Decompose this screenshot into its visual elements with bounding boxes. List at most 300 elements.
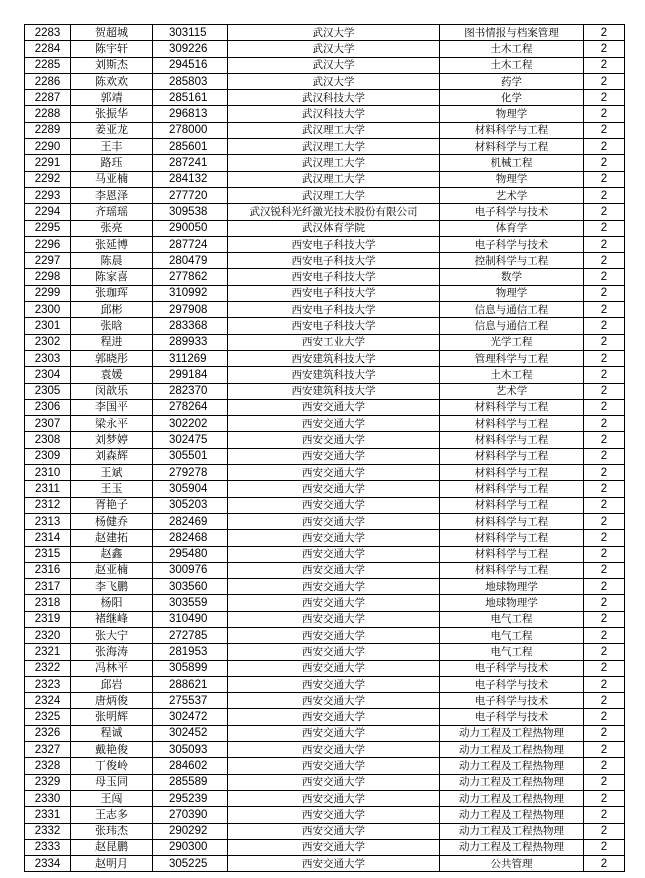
count-cell: 2 xyxy=(584,530,625,546)
serial-number-cell: 2324 xyxy=(25,693,71,709)
serial-number-cell: 2297 xyxy=(25,253,71,269)
table-row xyxy=(25,823,625,839)
table-row xyxy=(25,220,625,236)
discipline-cell: 地球物理学 xyxy=(440,579,584,595)
discipline-cell: 艺术学 xyxy=(440,187,584,203)
name-cell: 刘斯杰 xyxy=(71,57,153,73)
serial-number-cell: 2323 xyxy=(25,676,71,692)
id-number-cell: 284132 xyxy=(153,171,228,187)
serial-number-cell: 2305 xyxy=(25,383,71,399)
institution-cell: 西安电子科技大学 xyxy=(228,285,440,301)
id-number-cell: 294516 xyxy=(153,57,228,73)
table-row xyxy=(25,350,625,366)
institution-cell: 西安交通大学 xyxy=(228,660,440,676)
id-number-cell: 300976 xyxy=(153,562,228,578)
serial-number-cell: 2301 xyxy=(25,318,71,334)
discipline-cell: 土木工程 xyxy=(440,57,584,73)
serial-number-cell: 2331 xyxy=(25,807,71,823)
name-cell: 李飞鹏 xyxy=(71,579,153,595)
name-cell: 张大宁 xyxy=(71,627,153,643)
discipline-cell: 材料科学与工程 xyxy=(440,530,584,546)
table-row xyxy=(25,383,625,399)
table-row xyxy=(25,725,625,741)
institution-cell: 西安交通大学 xyxy=(228,790,440,806)
discipline-cell: 土木工程 xyxy=(440,41,584,57)
serial-number-cell: 2314 xyxy=(25,530,71,546)
name-cell: 赵明月 xyxy=(71,856,153,872)
name-cell: 褚继峰 xyxy=(71,611,153,627)
serial-number-cell: 2292 xyxy=(25,171,71,187)
discipline-cell: 动力工程及工程热物理 xyxy=(440,758,584,774)
name-cell: 赵昆鹏 xyxy=(71,839,153,855)
id-number-cell: 279278 xyxy=(153,465,228,481)
id-number-cell: 285161 xyxy=(153,90,228,106)
name-cell: 张亮 xyxy=(71,220,153,236)
discipline-cell: 材料科学与工程 xyxy=(440,497,584,513)
table-row xyxy=(25,774,625,790)
table-row xyxy=(25,579,625,595)
id-number-cell: 287241 xyxy=(153,155,228,171)
serial-number-cell: 2290 xyxy=(25,139,71,155)
table-row xyxy=(25,481,625,497)
table-row xyxy=(25,676,625,692)
serial-number-cell: 2304 xyxy=(25,367,71,383)
name-cell: 郭晓彤 xyxy=(71,350,153,366)
serial-number-cell: 2285 xyxy=(25,57,71,73)
institution-cell: 武汉大学 xyxy=(228,25,440,41)
name-cell: 张振华 xyxy=(71,106,153,122)
table-row xyxy=(25,155,625,171)
id-number-cell: 280479 xyxy=(153,253,228,269)
serial-number-cell: 2300 xyxy=(25,302,71,318)
institution-cell: 西安交通大学 xyxy=(228,448,440,464)
institution-cell: 西安电子科技大学 xyxy=(228,236,440,252)
count-cell: 2 xyxy=(584,25,625,41)
count-cell: 2 xyxy=(584,106,625,122)
table-row xyxy=(25,416,625,432)
table-row xyxy=(25,204,625,220)
name-cell: 张延博 xyxy=(71,236,153,252)
count-cell: 2 xyxy=(584,285,625,301)
discipline-cell: 电子科学与技术 xyxy=(440,709,584,725)
name-cell: 陈家喜 xyxy=(71,269,153,285)
count-cell: 2 xyxy=(584,546,625,562)
serial-number-cell: 2307 xyxy=(25,416,71,432)
institution-cell: 武汉理工大学 xyxy=(228,155,440,171)
count-cell: 2 xyxy=(584,171,625,187)
id-number-cell: 299184 xyxy=(153,367,228,383)
name-cell: 唐炳俊 xyxy=(71,693,153,709)
institution-cell: 武汉大学 xyxy=(228,73,440,89)
count-cell: 2 xyxy=(584,204,625,220)
table-row xyxy=(25,334,625,350)
name-cell: 邱岩 xyxy=(71,676,153,692)
serial-number-cell: 2328 xyxy=(25,758,71,774)
name-cell: 赵亚楠 xyxy=(71,562,153,578)
table-row xyxy=(25,41,625,57)
serial-number-cell: 2321 xyxy=(25,644,71,660)
table-row xyxy=(25,187,625,203)
name-cell: 程诚 xyxy=(71,725,153,741)
id-number-cell: 302202 xyxy=(153,416,228,432)
serial-number-cell: 2334 xyxy=(25,856,71,872)
id-number-cell: 283368 xyxy=(153,318,228,334)
serial-number-cell: 2322 xyxy=(25,660,71,676)
institution-cell: 西安交通大学 xyxy=(228,416,440,432)
serial-number-cell: 2284 xyxy=(25,41,71,57)
count-cell: 2 xyxy=(584,57,625,73)
count-cell: 2 xyxy=(584,839,625,855)
name-cell: 王丰 xyxy=(71,139,153,155)
id-number-cell: 272785 xyxy=(153,627,228,643)
count-cell: 2 xyxy=(584,269,625,285)
discipline-cell: 材料科学与工程 xyxy=(440,416,584,432)
institution-cell: 西安交通大学 xyxy=(228,399,440,415)
institution-cell: 西安交通大学 xyxy=(228,513,440,529)
discipline-cell: 控制科学与工程 xyxy=(440,253,584,269)
id-number-cell: 305501 xyxy=(153,448,228,464)
count-cell: 2 xyxy=(584,807,625,823)
name-cell: 陈宇轩 xyxy=(71,41,153,57)
table-row xyxy=(25,73,625,89)
institution-cell: 西安交通大学 xyxy=(228,546,440,562)
discipline-cell: 电子科学与技术 xyxy=(440,676,584,692)
discipline-cell: 动力工程及工程热物理 xyxy=(440,790,584,806)
serial-number-cell: 2286 xyxy=(25,73,71,89)
institution-cell: 西安交通大学 xyxy=(228,530,440,546)
id-number-cell: 278264 xyxy=(153,399,228,415)
serial-number-cell: 2320 xyxy=(25,627,71,643)
table-row xyxy=(25,530,625,546)
discipline-cell: 物理学 xyxy=(440,106,584,122)
discipline-cell: 信息与通信工程 xyxy=(440,318,584,334)
count-cell: 2 xyxy=(584,481,625,497)
id-number-cell: 311269 xyxy=(153,350,228,366)
institution-cell: 武汉大学 xyxy=(228,41,440,57)
institution-cell: 西安电子科技大学 xyxy=(228,269,440,285)
id-number-cell: 277720 xyxy=(153,187,228,203)
name-cell: 杨健乔 xyxy=(71,513,153,529)
discipline-cell: 动力工程及工程热物理 xyxy=(440,839,584,855)
name-cell: 母玉同 xyxy=(71,774,153,790)
institution-cell: 西安交通大学 xyxy=(228,644,440,660)
name-cell: 刘森辉 xyxy=(71,448,153,464)
id-number-cell: 305203 xyxy=(153,497,228,513)
table-row xyxy=(25,660,625,676)
institution-cell: 武汉科技大学 xyxy=(228,106,440,122)
id-number-cell: 310490 xyxy=(153,611,228,627)
serial-number-cell: 2296 xyxy=(25,236,71,252)
table-row xyxy=(25,627,625,643)
id-number-cell: 285601 xyxy=(153,139,228,155)
discipline-cell: 信息与通信工程 xyxy=(440,302,584,318)
count-cell: 2 xyxy=(584,693,625,709)
count-cell: 2 xyxy=(584,513,625,529)
institution-cell: 武汉科技大学 xyxy=(228,90,440,106)
serial-number-cell: 2327 xyxy=(25,742,71,758)
discipline-cell: 电子科学与技术 xyxy=(440,693,584,709)
table-row xyxy=(25,562,625,578)
count-cell: 2 xyxy=(584,790,625,806)
id-number-cell: 282370 xyxy=(153,383,228,399)
id-number-cell: 290050 xyxy=(153,220,228,236)
discipline-cell: 图书情报与档案管理 xyxy=(440,25,584,41)
id-number-cell: 310992 xyxy=(153,285,228,301)
id-number-cell: 277862 xyxy=(153,269,228,285)
serial-number-cell: 2287 xyxy=(25,90,71,106)
count-cell: 2 xyxy=(584,122,625,138)
name-cell: 马亚楠 xyxy=(71,171,153,187)
discipline-cell: 材料科学与工程 xyxy=(440,432,584,448)
count-cell: 2 xyxy=(584,595,625,611)
count-cell: 2 xyxy=(584,302,625,318)
table-row xyxy=(25,595,625,611)
id-number-cell: 302452 xyxy=(153,725,228,741)
discipline-cell: 地球物理学 xyxy=(440,595,584,611)
institution-cell: 武汉理工大学 xyxy=(228,171,440,187)
count-cell: 2 xyxy=(584,465,625,481)
serial-number-cell: 2291 xyxy=(25,155,71,171)
id-number-cell: 309538 xyxy=(153,204,228,220)
table-row xyxy=(25,236,625,252)
id-number-cell: 290292 xyxy=(153,823,228,839)
serial-number-cell: 2319 xyxy=(25,611,71,627)
institution-cell: 西安交通大学 xyxy=(228,432,440,448)
serial-number-cell: 2283 xyxy=(25,25,71,41)
count-cell: 2 xyxy=(584,187,625,203)
discipline-cell: 光学工程 xyxy=(440,334,584,350)
table-row xyxy=(25,253,625,269)
serial-number-cell: 2318 xyxy=(25,595,71,611)
institution-cell: 西安交通大学 xyxy=(228,709,440,725)
serial-number-cell: 2313 xyxy=(25,513,71,529)
document-page xyxy=(24,24,625,872)
table-row xyxy=(25,709,625,725)
name-cell: 胥艳子 xyxy=(71,497,153,513)
serial-number-cell: 2316 xyxy=(25,562,71,578)
count-cell: 2 xyxy=(584,742,625,758)
name-cell: 梁永平 xyxy=(71,416,153,432)
table-row xyxy=(25,57,625,73)
name-cell: 齐瑶瑶 xyxy=(71,204,153,220)
serial-number-cell: 2311 xyxy=(25,481,71,497)
serial-number-cell: 2312 xyxy=(25,497,71,513)
name-cell: 王玉 xyxy=(71,481,153,497)
institution-cell: 武汉大学 xyxy=(228,57,440,73)
table-row xyxy=(25,790,625,806)
serial-number-cell: 2325 xyxy=(25,709,71,725)
table-row xyxy=(25,90,625,106)
discipline-cell: 药学 xyxy=(440,73,584,89)
name-cell: 王志多 xyxy=(71,807,153,823)
count-cell: 2 xyxy=(584,823,625,839)
discipline-cell: 电子科学与技术 xyxy=(440,660,584,676)
id-number-cell: 302472 xyxy=(153,709,228,725)
table-row xyxy=(25,432,625,448)
institution-cell: 武汉体育学院 xyxy=(228,220,440,236)
id-number-cell: 297908 xyxy=(153,302,228,318)
institution-cell: 西安电子科技大学 xyxy=(228,253,440,269)
roster-table xyxy=(24,24,625,872)
id-number-cell: 285589 xyxy=(153,774,228,790)
table-row xyxy=(25,465,625,481)
institution-cell: 西安交通大学 xyxy=(228,627,440,643)
institution-cell: 西安交通大学 xyxy=(228,579,440,595)
institution-cell: 西安交通大学 xyxy=(228,823,440,839)
serial-number-cell: 2332 xyxy=(25,823,71,839)
count-cell: 2 xyxy=(584,579,625,595)
discipline-cell: 材料科学与工程 xyxy=(440,448,584,464)
discipline-cell: 物理学 xyxy=(440,171,584,187)
name-cell: 程进 xyxy=(71,334,153,350)
discipline-cell: 化学 xyxy=(440,90,584,106)
institution-cell: 西安交通大学 xyxy=(228,693,440,709)
institution-cell: 西安电子科技大学 xyxy=(228,302,440,318)
institution-cell: 武汉理工大学 xyxy=(228,139,440,155)
table-row xyxy=(25,693,625,709)
institution-cell: 西安交通大学 xyxy=(228,611,440,627)
serial-number-cell: 2294 xyxy=(25,204,71,220)
count-cell: 2 xyxy=(584,41,625,57)
table-row xyxy=(25,399,625,415)
name-cell: 冯林平 xyxy=(71,660,153,676)
id-number-cell: 282469 xyxy=(153,513,228,529)
count-cell: 2 xyxy=(584,709,625,725)
serial-number-cell: 2298 xyxy=(25,269,71,285)
name-cell: 赵鑫 xyxy=(71,546,153,562)
discipline-cell: 电子科学与技术 xyxy=(440,236,584,252)
count-cell: 2 xyxy=(584,725,625,741)
serial-number-cell: 2308 xyxy=(25,432,71,448)
id-number-cell: 305225 xyxy=(153,856,228,872)
id-number-cell: 305093 xyxy=(153,742,228,758)
name-cell: 贺超城 xyxy=(71,25,153,41)
discipline-cell: 动力工程及工程热物理 xyxy=(440,725,584,741)
count-cell: 2 xyxy=(584,627,625,643)
institution-cell: 西安交通大学 xyxy=(228,562,440,578)
table-row xyxy=(25,25,625,41)
name-cell: 陈晨 xyxy=(71,253,153,269)
roster-table-body xyxy=(25,25,625,872)
serial-number-cell: 2306 xyxy=(25,399,71,415)
serial-number-cell: 2309 xyxy=(25,448,71,464)
table-row xyxy=(25,302,625,318)
discipline-cell: 电气工程 xyxy=(440,611,584,627)
id-number-cell: 303559 xyxy=(153,595,228,611)
institution-cell: 武汉理工大学 xyxy=(228,122,440,138)
id-number-cell: 290300 xyxy=(153,839,228,855)
serial-number-cell: 2310 xyxy=(25,465,71,481)
table-row xyxy=(25,513,625,529)
name-cell: 张珈珲 xyxy=(71,285,153,301)
count-cell: 2 xyxy=(584,856,625,872)
discipline-cell: 材料科学与工程 xyxy=(440,546,584,562)
discipline-cell: 机械工程 xyxy=(440,155,584,171)
count-cell: 2 xyxy=(584,562,625,578)
table-row xyxy=(25,285,625,301)
count-cell: 2 xyxy=(584,350,625,366)
table-row xyxy=(25,758,625,774)
serial-number-cell: 2299 xyxy=(25,285,71,301)
id-number-cell: 296813 xyxy=(153,106,228,122)
name-cell: 路珏 xyxy=(71,155,153,171)
discipline-cell: 动力工程及工程热物理 xyxy=(440,774,584,790)
table-row xyxy=(25,367,625,383)
name-cell: 赵建拓 xyxy=(71,530,153,546)
table-row xyxy=(25,807,625,823)
name-cell: 张海涛 xyxy=(71,644,153,660)
name-cell: 郭靖 xyxy=(71,90,153,106)
name-cell: 张明辉 xyxy=(71,709,153,725)
discipline-cell: 公共管理 xyxy=(440,856,584,872)
name-cell: 王闯 xyxy=(71,790,153,806)
name-cell: 王斌 xyxy=(71,465,153,481)
serial-number-cell: 2295 xyxy=(25,220,71,236)
discipline-cell: 电气工程 xyxy=(440,627,584,643)
institution-cell: 西安交通大学 xyxy=(228,742,440,758)
id-number-cell: 289933 xyxy=(153,334,228,350)
count-cell: 2 xyxy=(584,155,625,171)
table-row xyxy=(25,171,625,187)
table-row xyxy=(25,448,625,464)
discipline-cell: 数学 xyxy=(440,269,584,285)
count-cell: 2 xyxy=(584,367,625,383)
serial-number-cell: 2329 xyxy=(25,774,71,790)
id-number-cell: 275537 xyxy=(153,693,228,709)
table-row xyxy=(25,318,625,334)
discipline-cell: 艺术学 xyxy=(440,383,584,399)
table-row xyxy=(25,497,625,513)
discipline-cell: 动力工程及工程热物理 xyxy=(440,742,584,758)
discipline-cell: 材料科学与工程 xyxy=(440,122,584,138)
count-cell: 2 xyxy=(584,139,625,155)
name-cell: 袁媛 xyxy=(71,367,153,383)
institution-cell: 西安建筑科技大学 xyxy=(228,383,440,399)
id-number-cell: 288621 xyxy=(153,676,228,692)
serial-number-cell: 2326 xyxy=(25,725,71,741)
discipline-cell: 材料科学与工程 xyxy=(440,399,584,415)
institution-cell: 西安电子科技大学 xyxy=(228,318,440,334)
institution-cell: 西安交通大学 xyxy=(228,465,440,481)
table-row xyxy=(25,742,625,758)
table-row xyxy=(25,122,625,138)
institution-cell: 西安交通大学 xyxy=(228,758,440,774)
discipline-cell: 材料科学与工程 xyxy=(440,465,584,481)
institution-cell: 西安建筑科技大学 xyxy=(228,367,440,383)
serial-number-cell: 2330 xyxy=(25,790,71,806)
discipline-cell: 电气工程 xyxy=(440,644,584,660)
table-row xyxy=(25,106,625,122)
id-number-cell: 270390 xyxy=(153,807,228,823)
name-cell: 刘梦婷 xyxy=(71,432,153,448)
id-number-cell: 303115 xyxy=(153,25,228,41)
count-cell: 2 xyxy=(584,73,625,89)
id-number-cell: 281953 xyxy=(153,644,228,660)
serial-number-cell: 2315 xyxy=(25,546,71,562)
table-row xyxy=(25,269,625,285)
discipline-cell: 材料科学与工程 xyxy=(440,481,584,497)
id-number-cell: 285803 xyxy=(153,73,228,89)
institution-cell: 西安交通大学 xyxy=(228,676,440,692)
name-cell: 杨阳 xyxy=(71,595,153,611)
name-cell: 丁俊岭 xyxy=(71,758,153,774)
name-cell: 邱彬 xyxy=(71,302,153,318)
count-cell: 2 xyxy=(584,220,625,236)
count-cell: 2 xyxy=(584,318,625,334)
discipline-cell: 物理学 xyxy=(440,285,584,301)
name-cell: 闵歆乐 xyxy=(71,383,153,399)
institution-cell: 西安交通大学 xyxy=(228,774,440,790)
